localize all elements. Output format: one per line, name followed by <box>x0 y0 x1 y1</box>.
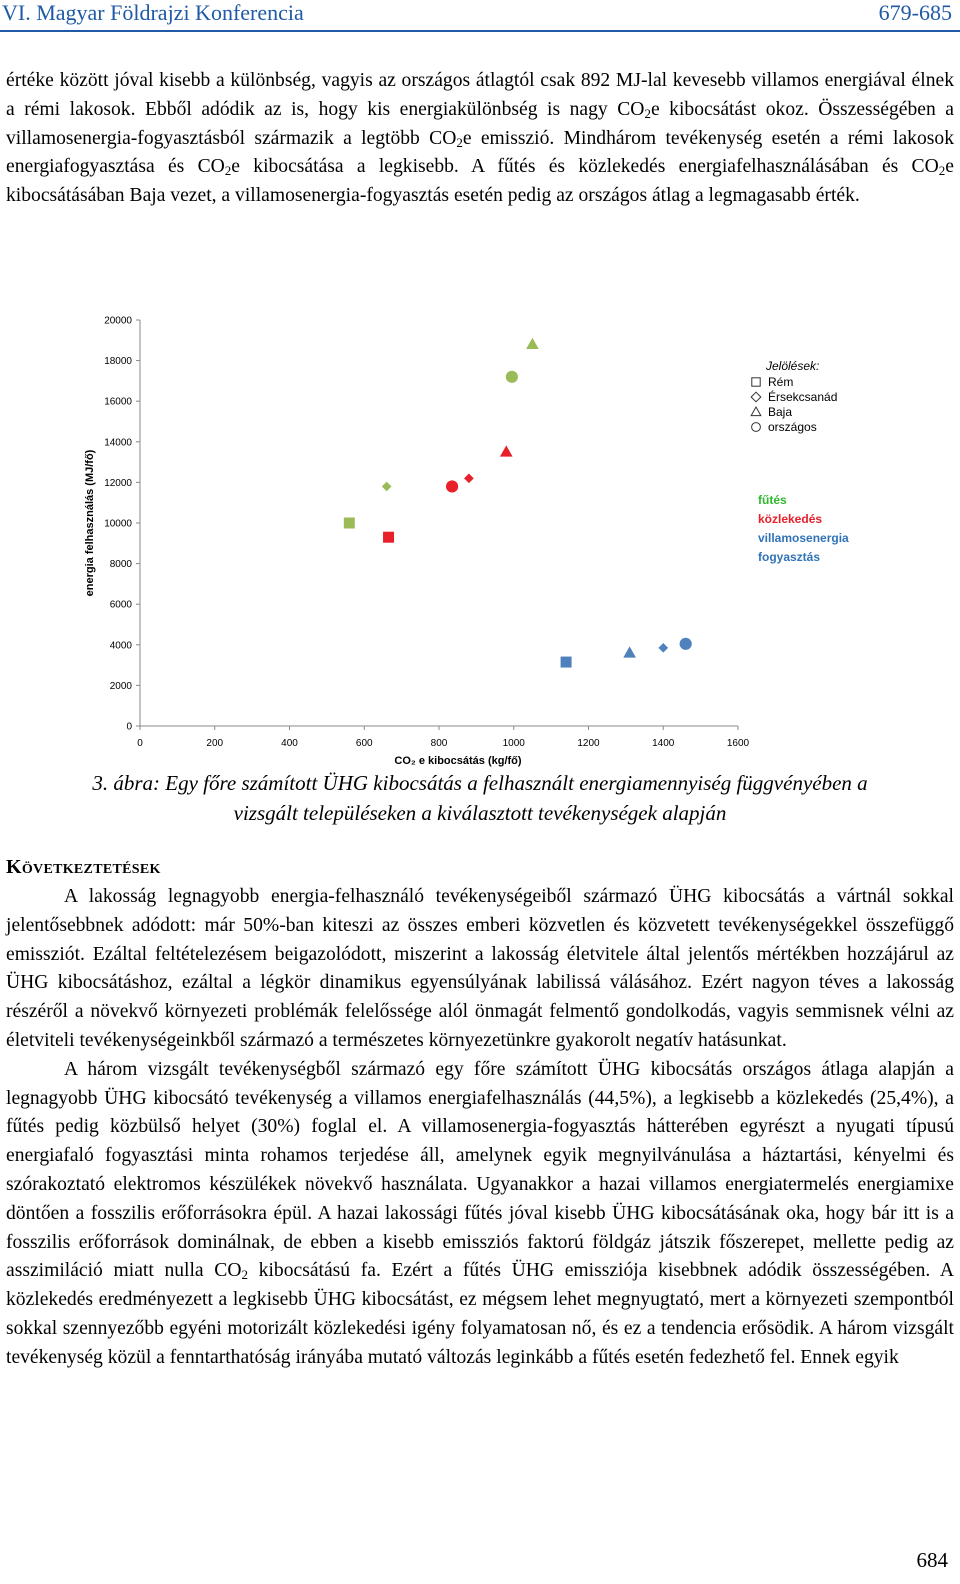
y-tick-label: 10000 <box>104 518 132 530</box>
chart-svg <box>78 308 878 768</box>
y-axis-title: energia felhasználás (MJ/fő) <box>84 449 96 597</box>
paragraph-1: A lakosság legnagyobb energia-felhasználó tevékenységeiből származó ÜHG kibocsátás a vártnál sokkal jelentősebbnek adódott: már 50%-ban kiteszi az összes emberi közvetlen és közvetett tevékenységekkel összefüggő emissziót. Ezáltal feltételezésem beigazolódott, miszerint a lakosság életvitele által jelentős mértékben hozzájárul az ÜHG kibocsátáshoz, ezáltal a légkör dinamikus egyensúlyának labilissá válásához. Ezért nagyon téves a lakosság részéről a növekvő környezeti problémák felelőssége alól önmagát felmentő gondolkodás, vagyis semmisnek vélni az életviteli tevékenységeinkből származó a természetes környezetünkre gyakorolt negatív hatásunkat. <box>6 886 954 1051</box>
legend-item-label: Baja <box>768 405 793 419</box>
data-point-circle <box>680 638 692 650</box>
conference-title: VI. Magyar Földrajzi Konferencia <box>2 0 304 25</box>
data-point-circle <box>506 371 518 383</box>
legend-marker-diamond <box>751 392 761 402</box>
x-tick-label: 1600 <box>726 738 750 749</box>
header-rule <box>0 30 960 32</box>
data-point-triangle <box>526 338 539 349</box>
intro-paragraph: értéke között jóval kisebb a különbség, vagyis az országos átlagtól csak 892 MJ-lal kevesebb villamos energiával élnek a rémi lakosok. Ebből adódik az is, hogy kis energiakülönbség is nagy $CO_2e$ kibocsátást okoz. Összességében a villamosenergia-fogyasztásból származik a legtöbb $CO_2e$ emisszió. Mindhárom tevékenység esetén a rémi lakosok energiafogyasztása és $CO_2e$ kibocsátása a legkisebb. A fűtés és közlekedés energiafelhasználásában és $CO_2e$ kibocsátásában Baja vezet, a villamosenergia-fogyasztás esetén pedig az országos átlag a legmagasabb érték. <box>6 70 954 207</box>
x-axis-title: CO₂ e kibocsátás (kg/fő) <box>394 755 522 767</box>
x-tick-label: 0 <box>137 738 143 749</box>
data-point-diamond <box>464 474 474 484</box>
x-tick-label: 400 <box>281 738 298 749</box>
legend-item-label: Rém <box>768 375 794 389</box>
legend-title: Jelölések: <box>766 359 820 373</box>
x-tick-label: 600 <box>355 738 373 749</box>
category-label-villamos-line1: villamosenergia <box>758 531 849 545</box>
section-title: Következtetések <box>6 856 161 878</box>
data-point-square <box>561 657 572 668</box>
y-tick-label: 20000 <box>104 315 132 327</box>
page-number: 684 <box>916 1548 948 1572</box>
y-tick-label: 16000 <box>104 396 132 408</box>
y-tick-label: 0 <box>126 721 132 733</box>
y-tick-label: 12000 <box>104 477 132 489</box>
data-point-circle <box>446 480 458 492</box>
data-point-square <box>383 532 394 543</box>
y-tick-label: 4000 <box>109 640 132 652</box>
category-label-kozlekedes: közlekedés <box>758 512 823 526</box>
page-range: 679-685 <box>878 0 952 25</box>
legend-item-label: Érsekcsanád <box>768 390 838 404</box>
category-label-futes: fűtés <box>758 493 787 507</box>
data-point-square <box>344 518 355 529</box>
y-tick-label: 2000 <box>109 680 132 692</box>
x-tick-label: 1400 <box>652 738 675 749</box>
conclusions-body <box>6 883 954 1373</box>
legend-marker-square <box>752 378 760 386</box>
x-tick-label: 1200 <box>577 738 600 749</box>
x-tick-label: 200 <box>206 738 224 749</box>
legend-marker-triangle <box>751 407 761 416</box>
y-tick-label: 8000 <box>109 559 132 571</box>
legend-marker-circle <box>752 423 761 432</box>
scatter-chart <box>78 308 878 768</box>
category-label-villamos-line2: fogyasztás <box>758 550 821 564</box>
y-tick-label: 18000 <box>104 356 132 368</box>
data-point-triangle <box>500 445 513 456</box>
data-point-triangle <box>623 646 636 657</box>
x-tick-label: 1000 <box>502 738 525 749</box>
y-tick-label: 14000 <box>104 437 132 449</box>
y-tick-label: 6000 <box>109 599 132 611</box>
running-header <box>0 0 960 28</box>
x-tick-label: 800 <box>430 738 448 749</box>
data-point-diamond <box>382 482 392 492</box>
paragraph-2: A három vizsgált tevékenységből származó egy főre számított ÜHG kibocsátás országos átlaga alapján a legnagyobb ÜHG kibocsátó tevékenység a villamos energiafelhasználás (44,5%), a legkisebb a közlekedés (25,4%), a fűtés pedig közbülső helyet (30%) foglal el. A villamosenergia-fogyasztás hátterében egyrészt a nyugati típusú energiafaló fogyasztási minta rohamos terjedése áll, amelynek egyik megnyilvánulása a háztartási, kényelmi és szórakoztató elektromos készülékek növekvő használata. Ugyanakkor a hazai villamos energiatermelés energiamixe döntően a fosszilis erőforrásokra épül. A hazai lakossági fűtés jóval kisebb ÜHG kibocsátásának oka, hogy bár itt is a fosszilis erőforrások dominálnak, de ebben a kisebb emissziós faktorú földgáz játszik főszerepet, mellette pedig az asszimiláció miatt nulla $CO_2$ kibocsátású fa. Ezért a fűtés ÜHG emissziója kisebbnek adódik összességében. A közlekedés eredményezett a legkisebb ÜHG kibocsátást, ez mégsem lehet megnyugtató, mert a környezeti szempontból sokkal szennyezőbb egyéni motorizált közlekedési igény folyamatosan nő, és ez a tendencia erősödik. A három vizsgált tevékenység közül a fenntarthatóság irányába mutató változás leginkább a fűtés esetén fedezhető fel. Ennek egyik <box>6 1058 954 1368</box>
legend-item-label: országos <box>768 420 817 434</box>
data-point-diamond <box>658 643 668 653</box>
figure-caption: 3. ábra: Egy főre számított ÜHG kibocsátás a felhasznált energiamennyiség függvényében a vizsgált településeken a kiválasztott tevékenységek alapján <box>92 771 868 825</box>
